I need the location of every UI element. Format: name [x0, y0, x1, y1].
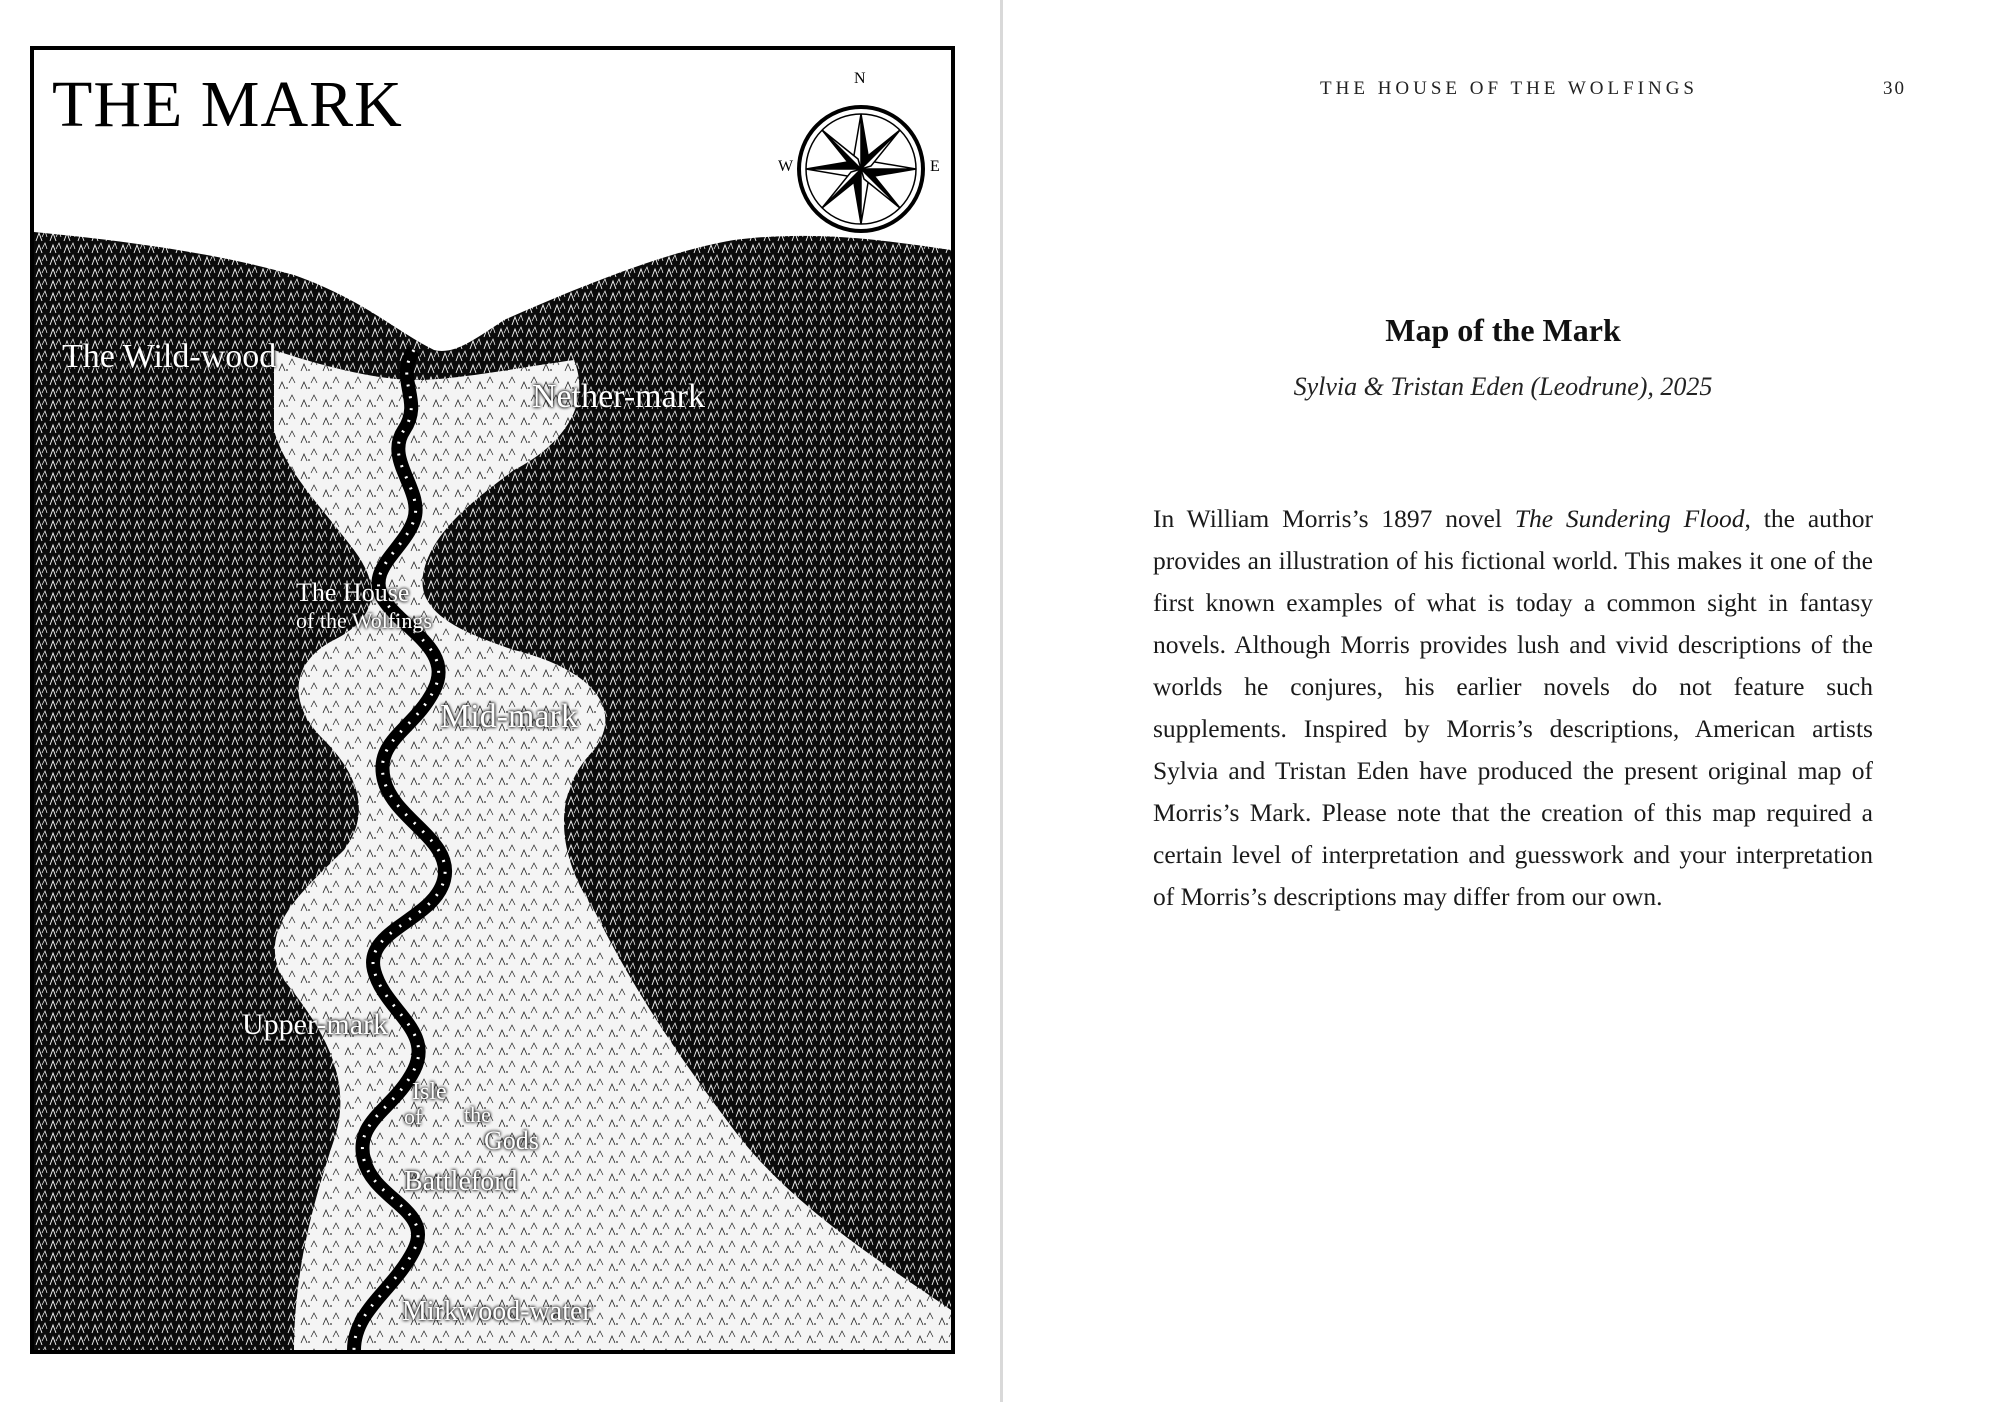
book-title-reference: The Sundering Flood [1514, 503, 1745, 533]
compass-rose [776, 70, 946, 270]
compass-south: S [855, 248, 864, 265]
label-isle-2: of [404, 1104, 423, 1129]
map-title: THE MARK [52, 68, 403, 141]
page-number: 30 [1883, 78, 1906, 99]
label-isle-1: Isle [412, 1079, 447, 1105]
label-battleford: Battleford [404, 1166, 518, 1197]
label-house-line2: of the Wolfings [296, 608, 432, 633]
label-nethermark: Nether-mark [532, 378, 706, 415]
compass-west: W [778, 158, 794, 175]
compass-star-icon [796, 104, 926, 234]
section-credit: Sylvia & Tristan Eden (Leodrune), 2025 [1293, 372, 1713, 401]
right-page [1003, 0, 2000, 1402]
label-mirkwood: Mirkwood-water [402, 1296, 592, 1327]
label-wildwood: The Wild-wood [62, 338, 277, 375]
label-uppermark: Upper-mark [242, 1008, 389, 1041]
label-isle-4: Gods [484, 1126, 539, 1155]
map-illustration [30, 46, 955, 1354]
label-isle-3: the [464, 1102, 491, 1127]
compass-north: N [854, 70, 866, 87]
body-paragraph [1153, 498, 1873, 918]
compass-east: E [930, 158, 940, 175]
body-text-start: In William Morris’s 1897 novel [1153, 503, 1515, 533]
section-title: Map of the Mark [1385, 312, 1621, 348]
label-midmark: Mid-mark [440, 698, 578, 735]
label-house-line1: The House [296, 578, 410, 607]
body-text-rest: , the author provides an illustration of his fictional world. This makes it one of the first known examples of what is today a common sight in fantasy novels. Although Morris provides lush and vivid descriptions of the worlds he conjures, his earlier novels do not feature such supplements. Inspired by Morris’s descriptions, American artists Sylvia and Tristan Eden have produced the present original map of Morris’s Mark. Please note that the creation of this map required a certain level of interpretation and guesswork and your interpretation of Morris’s descriptions may differ from our own. [1153, 503, 1873, 911]
running-head: THE HOUSE OF THE WOLFINGS [1320, 78, 1698, 99]
